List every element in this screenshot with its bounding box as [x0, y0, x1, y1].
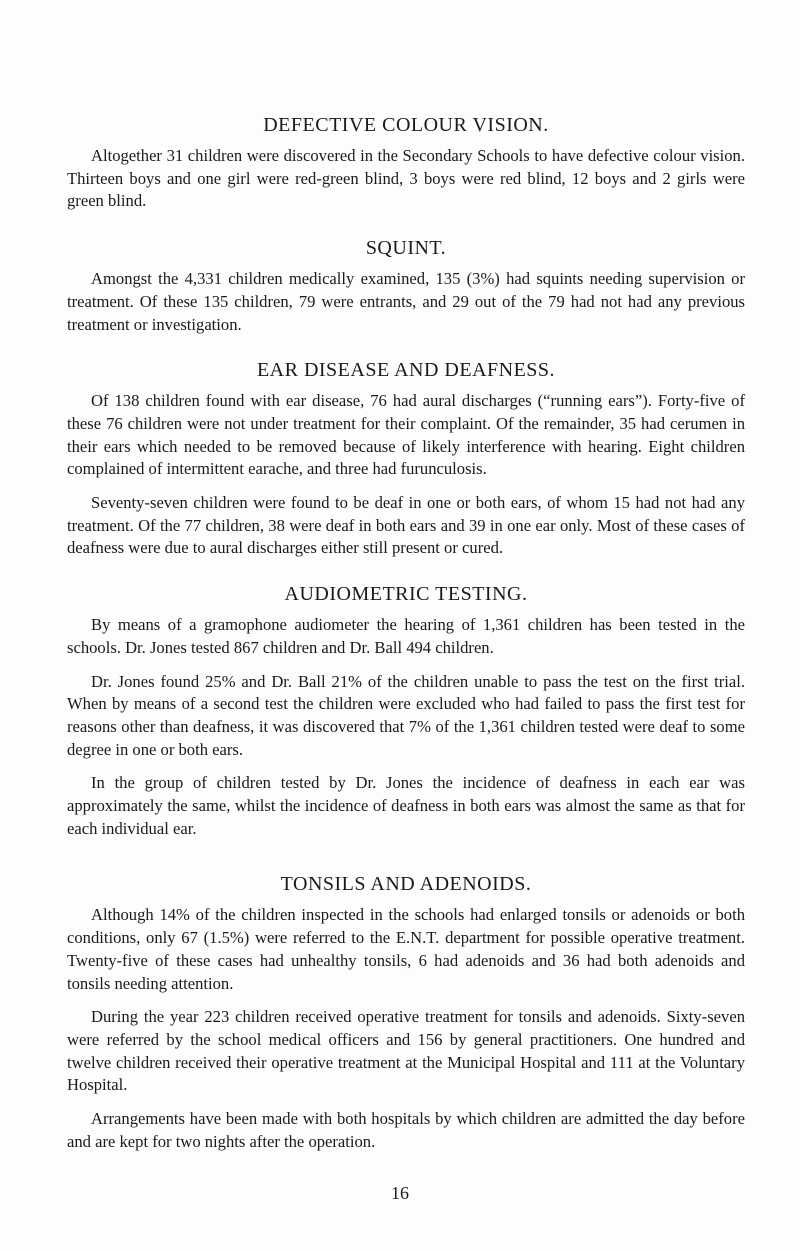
section-heading: AUDIOMETRIC TESTING. — [284, 583, 528, 606]
section-tonsils-and-adenoids — [67, 872, 745, 1153]
section-heading: EAR DISEASE AND DEAFNESS. — [256, 359, 556, 382]
section-defective-colour-vision — [67, 113, 745, 213]
paragraph: Amongst the 4,331 children medically examined, 135 (3%) had squints needing supervision or treatment. Of these 135 children, 79 were entrants, and 29 out of the 79 had not had any previous treatment or investigation. — [67, 269, 745, 334]
paragraph: By means of a gramophone audiometer the hearing of 1,361 children has been tested in the schools. Dr. Jones tested 867 children and Dr. Ball 494 children. — [67, 615, 745, 657]
page-content — [67, 113, 745, 1154]
paragraph: During the year 223 children received operative treatment for tonsils and adenoids. Sixty-seven were referred by the school medical officers and 156 by general practitioners. One hundred and twelve children received their operative treatment at the Municipal Hospital and 111 at the Voluntary Hospital. — [67, 1007, 745, 1095]
paragraph: Arrangements have been made with both hospitals by which children are admitted the day before and are kept for two nights after the operation. — [67, 1109, 745, 1151]
section-ear-disease-and-deafness — [67, 358, 745, 560]
section-heading: SQUINT. — [365, 237, 447, 260]
paragraph: Dr. Jones found 25% and Dr. Ball 21% of the children unable to pass the test on the first trial. When by means of a second test the children were excluded who had failed to pass the first test for reasons other than deafness, it was discovered that 7% of the 1,361 children tested were deaf to some degree in one or both ears. — [67, 671, 745, 759]
section-heading: TONSILS AND ADENOIDS. — [280, 873, 532, 896]
page-number: 16 — [391, 1183, 409, 1203]
section-audiometric-testing — [67, 582, 745, 840]
paragraph: Altogether 31 children were discovered in the Secondary Schools to have defective colour vision. Thirteen boys and one girl were red-green blind, 3 boys were red blind, 12 boys and 2 girls were green blind. — [67, 146, 745, 211]
paragraph: Seventy-seven children were found to be deaf in one or both ears, of whom 15 had not had any treatment. Of the 77 children, 38 were deaf in both ears and 39 in one ear only. Most of these cases of deafness were due to aural discharges either still present or cured. — [67, 493, 745, 558]
paragraph: Of 138 children found with ear disease, 76 had aural discharges (“running ears”). Forty-five of these 76 children were not under treatment for their complaint. Of the remainder, 35 had cerumen in their ears which needed to be removed because of likely interference with hearing. Eight children complained of intermittent earache, and three had furunculosis. — [67, 391, 745, 479]
section-heading: DEFECTIVE COLOUR VISION. — [263, 114, 549, 136]
section-squint — [67, 236, 745, 336]
paragraph: Although 14% of the children inspected in the schools had enlarged tonsils or adenoids or both conditions, only 67 (1.5%) were referred to the E.N.T. department for possible operative treatment. Twenty-five of these cases had unhealthy tonsils, 6 had adenoids and 36 had both adenoids and tonsils needing attention. — [67, 905, 745, 993]
paragraph: In the group of children tested by Dr. Jones the incidence of deafness in each ear was approximately the same, whilst the incidence of deafness in both ears was almost the same as that for each individual ear. — [67, 773, 745, 838]
